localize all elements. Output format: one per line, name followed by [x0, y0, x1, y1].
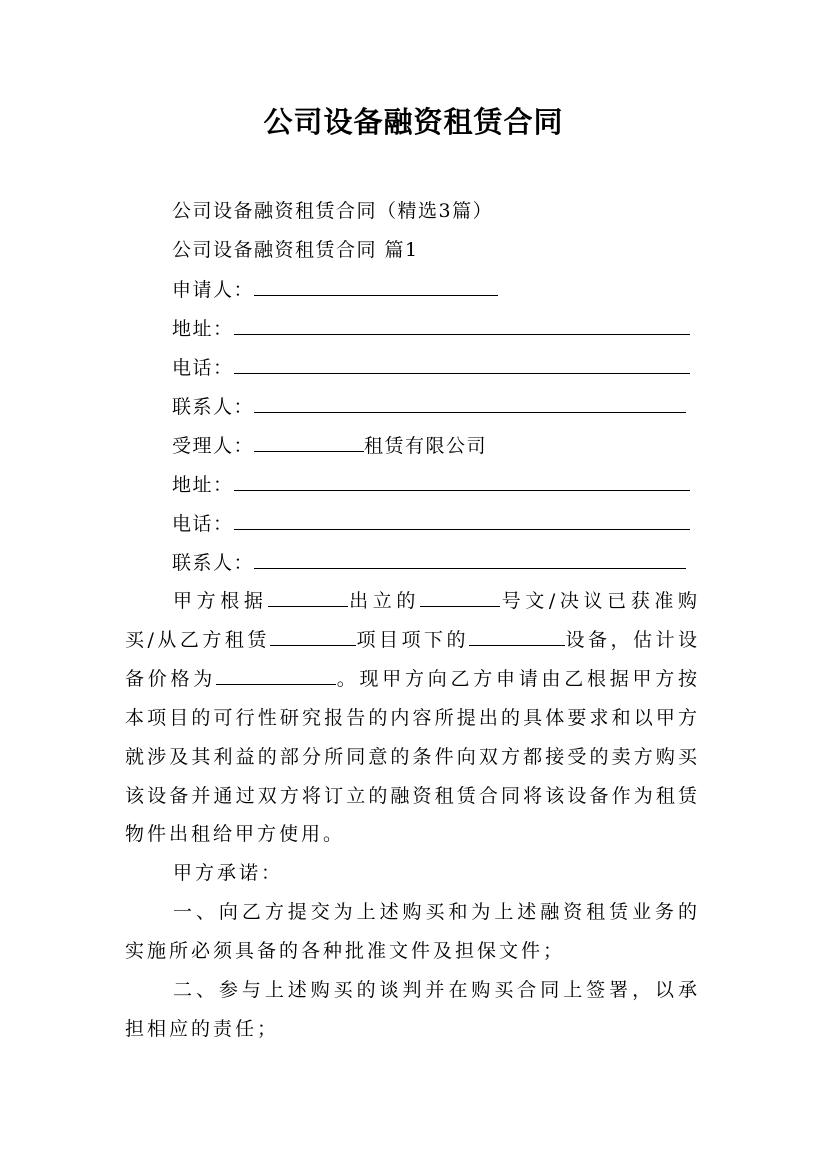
body-paragraph — [125, 582, 700, 854]
acceptor-row — [172, 433, 487, 458]
applicant-row — [172, 277, 498, 302]
address2-row — [172, 472, 690, 497]
applicant-blank — [254, 277, 498, 296]
contact-row — [172, 394, 686, 419]
acceptor-blank — [254, 433, 364, 452]
blank-field — [420, 588, 500, 607]
contact2-blank — [254, 550, 686, 569]
contact2-row — [172, 550, 686, 575]
address2-label: 地址： — [172, 474, 234, 496]
commitment-item-2: 二、参与上述购买的谈判并在购买合同上签署，以承担相应的责任； — [125, 979, 700, 1040]
contact-blank — [254, 394, 686, 413]
section-heading: 公司设备融资租赁合同 篇1 — [172, 239, 419, 261]
para-text: 号文/决议已获准购买/从乙方租赁 — [125, 590, 700, 651]
blank-field — [216, 666, 336, 685]
para-text: 甲方根据 — [173, 590, 268, 612]
address-row — [172, 316, 690, 341]
contact-label: 联系人： — [172, 396, 255, 418]
para-text: 设备，估计设备价格为 — [125, 628, 700, 690]
phone-row — [172, 355, 690, 380]
commitment-label: 甲方承诺： — [173, 862, 284, 884]
address-blank — [234, 316, 690, 335]
blank-field — [270, 627, 356, 646]
para-text: 出立的 — [347, 590, 420, 612]
acceptor-suffix: 租赁有限公司 — [364, 435, 488, 457]
blank-field — [268, 588, 348, 607]
commitment-item-1: 一、向乙方提交为上述购买和为上述融资租赁业务的实施所必须具备的各种批准文件及担保文件； — [125, 901, 700, 962]
phone-label: 电话： — [172, 357, 234, 379]
acceptor-label: 受理人： — [172, 435, 255, 457]
address-label: 地址： — [172, 318, 234, 340]
blank-field — [469, 627, 565, 646]
contact2-label: 联系人： — [172, 552, 255, 574]
phone-blank — [234, 355, 690, 374]
applicant-label: 申请人： — [172, 279, 255, 301]
document-subtitle: 公司设备融资租赁合同（精选3篇） — [172, 200, 494, 222]
para-text: 项目项下的 — [355, 628, 469, 651]
phone2-row — [172, 511, 690, 536]
phone2-blank — [234, 511, 690, 530]
document-title: 公司设备融资租赁合同 — [263, 105, 564, 139]
phone2-label: 电话： — [172, 513, 234, 535]
address2-blank — [234, 472, 690, 491]
para-text: 。现甲方向乙方申请由乙根据甲方按本项目的可行性研究报告的内容所提出的具体要求和以甲方就涉及其利益的部分所同意的条件向双方都接受的卖方购买该设备并通过双方将订立的融资租赁合同将该设备作为租赁物件出租给甲方使用。 — [125, 667, 700, 846]
